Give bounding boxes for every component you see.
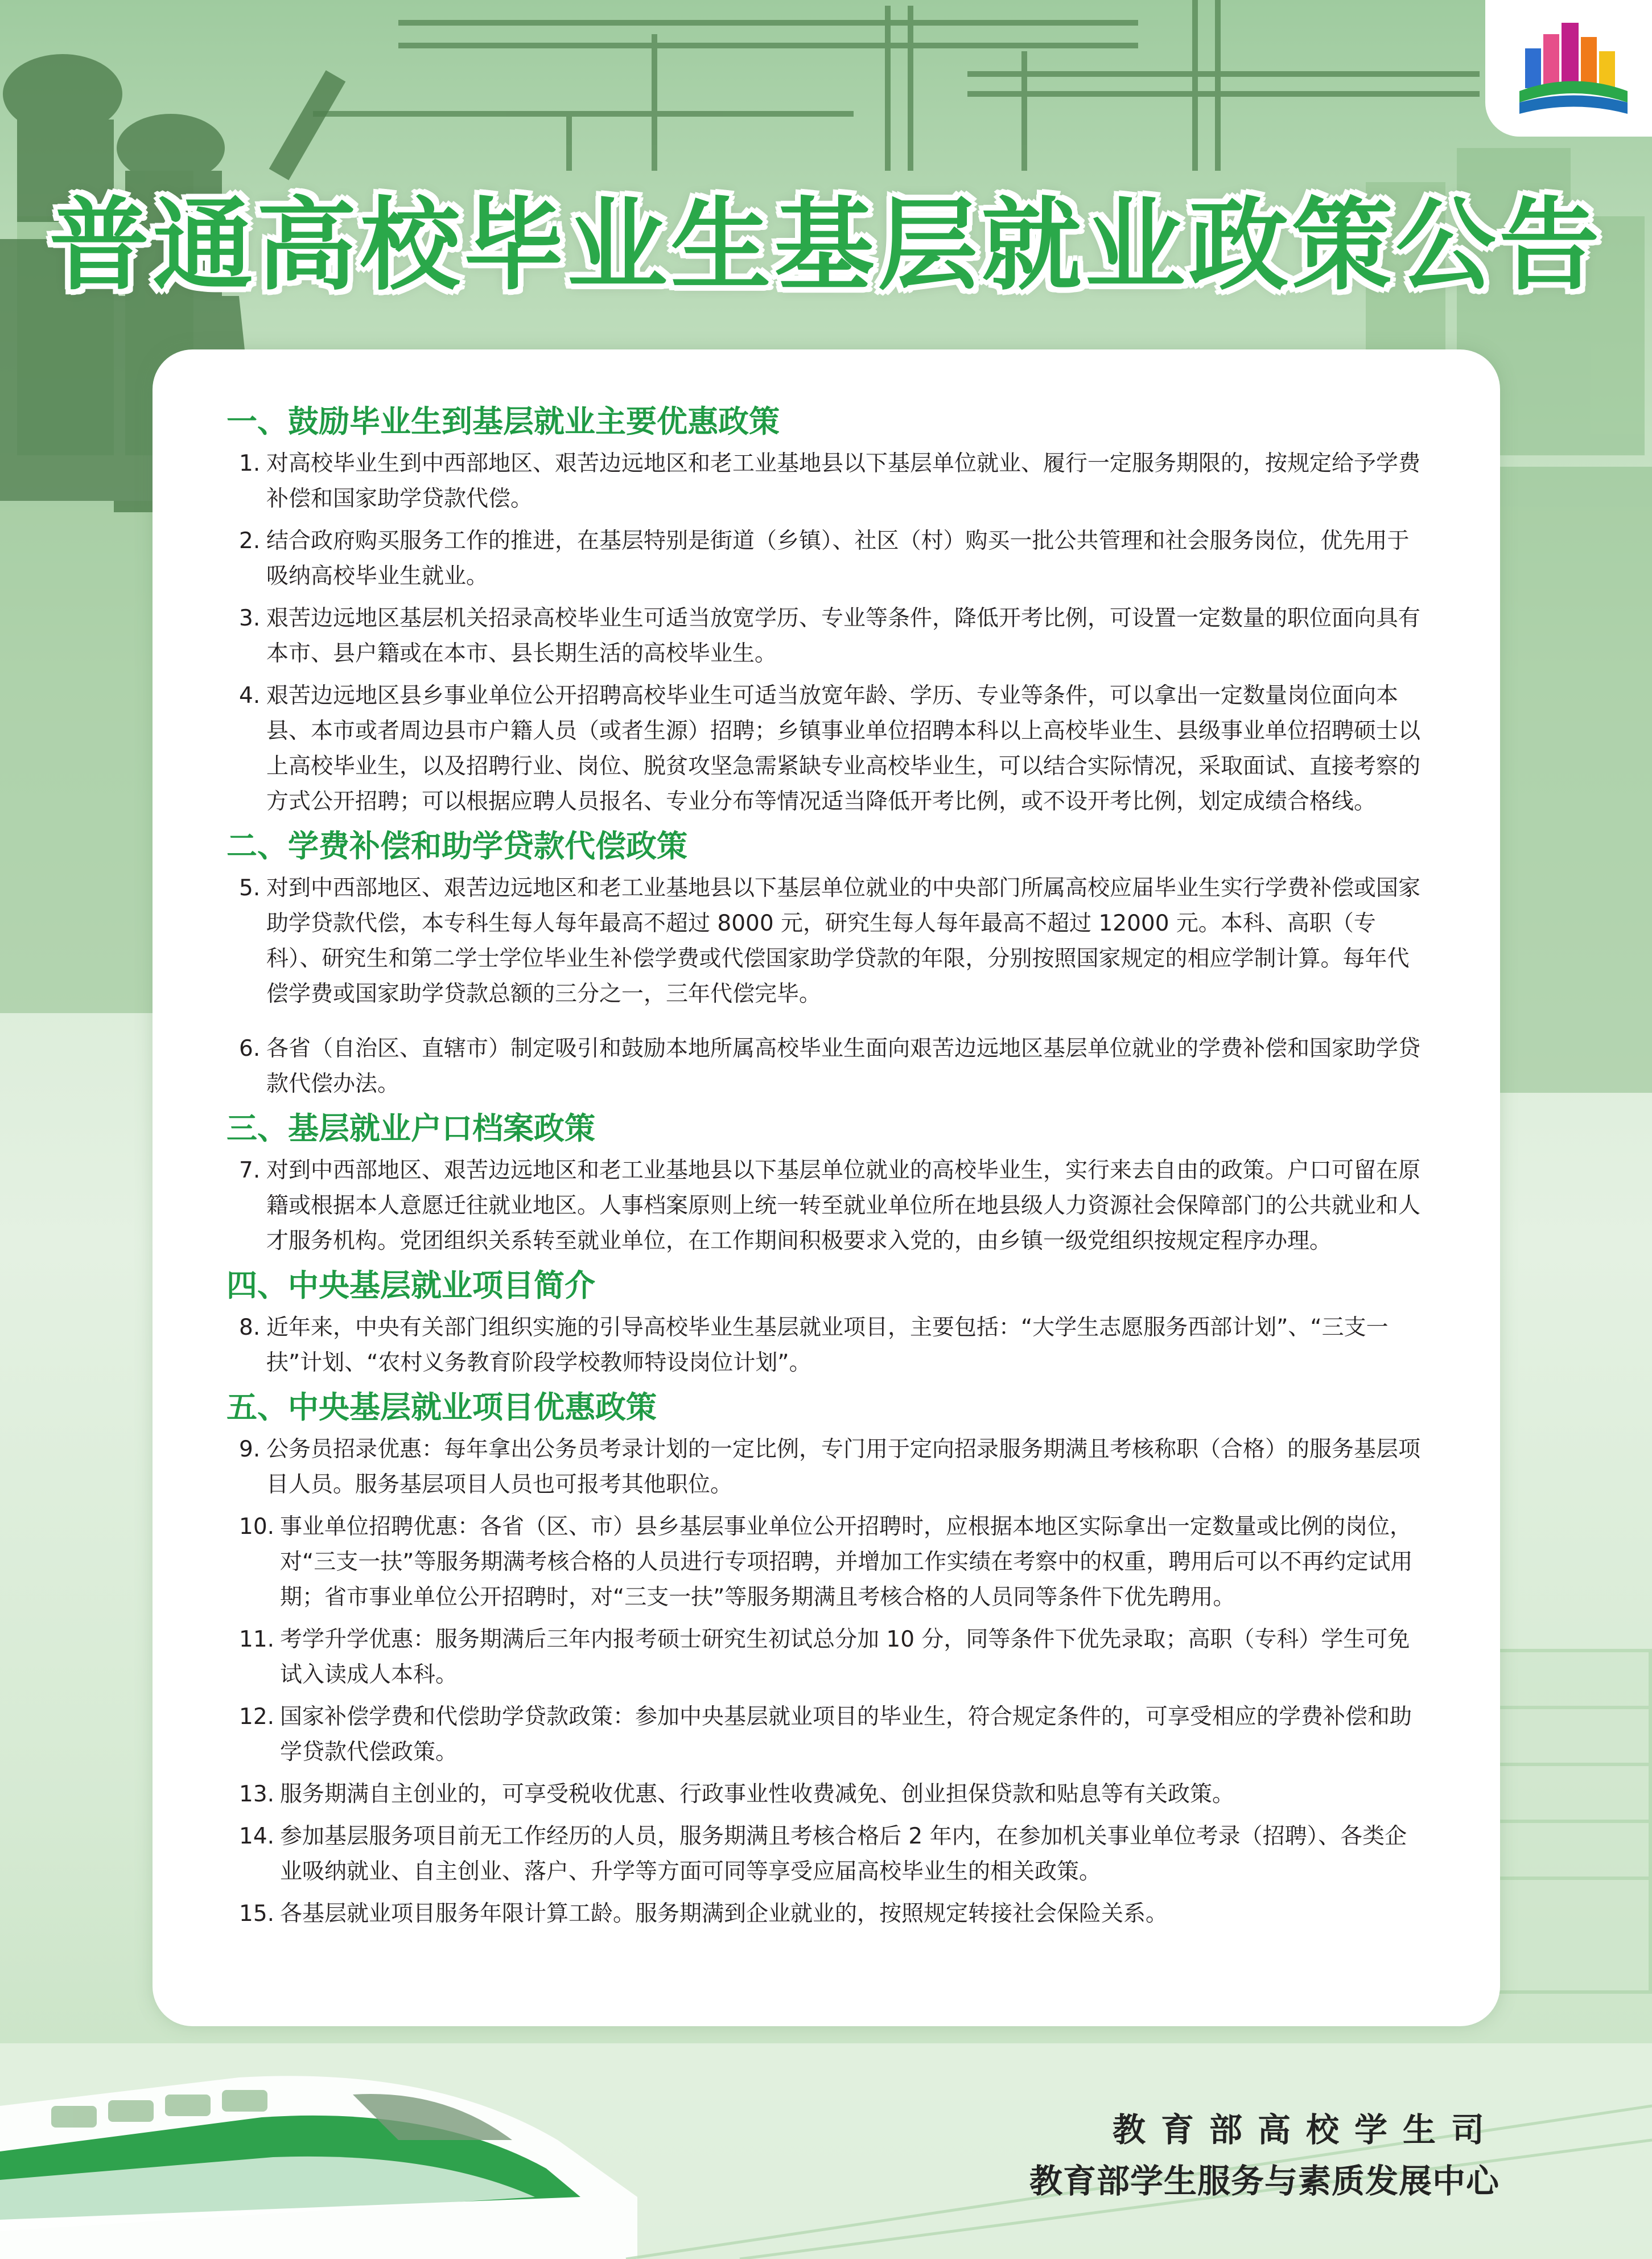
item-number: 10. [239, 1514, 275, 1540]
policy-item-5 [226, 871, 1427, 1012]
policy-item-6 [226, 1031, 1427, 1102]
section-heading: 一、鼓励毕业生到基层就业主要优惠政策 [226, 404, 780, 439]
section-heading: 四、中央基层就业项目简介 [226, 1268, 595, 1303]
item-text: 对高校毕业生到中西部地区、艰苦边远地区和老工业基地县以下基层单位就业、履行一定服务期限的，按规定给予学费补偿和国家助学贷款代偿。 [266, 451, 1421, 512]
item-number: 15. [239, 1901, 275, 1927]
item-number: 7. [239, 1158, 261, 1183]
item-number: 9. [239, 1437, 261, 1462]
section-5 [226, 1388, 1427, 1932]
item-number: 11. [239, 1627, 275, 1652]
policy-list [226, 402, 1427, 1939]
policy-item-15 [226, 1896, 1427, 1932]
logo-badge [1485, 0, 1652, 137]
item-text: 艰苦边远地区基层机关招录高校毕业生可适当放宽学历、专业等条件，降低开考比例，可设置一定数量的职位面向具有本市、县户籍或在本市、县长期生活的高校毕业生。 [266, 606, 1421, 666]
item-text: 对到中西部地区、艰苦边远地区和老工业基地县以下基层单位就业的高校毕业生，实行来去自由的政策。户口可留在原籍或根据本人意愿迁往就业地区。人事档案原则上统一转至就业单位所在地县级人力资源社会保障部门的公共就业和人才服务机构。党团组织关系转至就业单位，在工作期间积极要求入党的，由乡镇一级党组织按规定程序办理。 [266, 1158, 1421, 1254]
policy-item-10 [226, 1509, 1427, 1615]
item-number: 2. [239, 528, 261, 554]
item-number: 14. [239, 1824, 275, 1849]
section-heading: 三、基层就业户口档案政策 [226, 1110, 595, 1146]
item-number: 5. [239, 875, 261, 901]
item-number: 12. [239, 1704, 275, 1730]
policy-item-8 [226, 1310, 1427, 1381]
page-title: 普通高校毕业生基层就业政策公告 [49, 187, 1603, 304]
item-text: 公务员招录优惠：每年拿出公务员考录计划的一定比例，专门用于定向招录服务期满且考核称职（合格）的服务基层项目人员。服务基层项目人员也可报考其他职位。 [266, 1437, 1421, 1497]
policy-item-1 [226, 446, 1427, 517]
item-text: 艰苦边远地区县乡事业单位公开招聘高校毕业生可适当放宽年龄、学历、专业等条件，可以拿出一定数量岗位面向本县、本市或者周边县市户籍人员（或者生源）招聘；乡镇事业单位招聘本科以上高校毕业生、县级事业单位招聘硕士以上高校毕业生，以及招聘行业、岗位、脱贫攻坚急需紧缺专业高校毕业生，可以结合实际情况，采取面试、直接考察的方式公开招聘；可以根据应聘人员报名、专业分布等情况适当降低开考比例，或不设开考比例，划定成绩合格线。 [266, 683, 1421, 814]
section-heading: 五、中央基层就业项目优惠政策 [226, 1389, 657, 1425]
item-text: 参加基层服务项目前无工作经历的人员，服务期满且考核合格后 2 年内，在参加机关事业单位考录（招聘）、各类企业吸纳就业、自主创业、落户、升学等方面可同等享受应届高校毕业生的相关政策。 [280, 1824, 1407, 1884]
item-number: 3. [239, 606, 261, 631]
item-number: 6. [239, 1036, 261, 1061]
item-text: 国家补偿学费和代偿助学贷款政策：参加中央基层就业项目的毕业生，符合规定条件的，可享受相应的学费补偿和助学贷款代偿政策。 [280, 1704, 1412, 1765]
footer-department: 教育部高校学生司 [1112, 2110, 1499, 2149]
policy-item-2 [226, 524, 1427, 594]
city-logo-icon [1519, 17, 1628, 120]
policy-item-14 [226, 1819, 1427, 1890]
footer-center: 教育部学生服务与素质发展中心 [1029, 2162, 1499, 2200]
item-number: 4. [239, 683, 261, 709]
policy-item-4 [226, 678, 1427, 820]
section-heading: 二、学费补偿和助学贷款代偿政策 [226, 828, 687, 864]
policy-item-12 [226, 1700, 1427, 1770]
item-number: 13. [239, 1781, 275, 1807]
section-1 [226, 402, 1427, 820]
item-text: 结合政府购买服务工作的推进，在基层特别是街道（乡镇）、社区（村）购买一批公共管理和社会服务岗位，优先用于吸纳高校毕业生就业。 [266, 528, 1410, 589]
item-text: 各省（自治区、直辖市）制定吸引和鼓励本地所属高校毕业生面向艰苦边远地区基层单位就业的学费补偿和国家助学贷款代偿办法。 [266, 1036, 1421, 1097]
item-number: 1. [239, 451, 261, 476]
item-number: 8. [239, 1315, 261, 1340]
policy-item-3 [226, 601, 1427, 672]
policy-content-card [153, 349, 1500, 2026]
item-text: 服务期满自主创业的，可享受税收优惠、行政事业性收费减免、创业担保贷款和贴息等有关政策。 [280, 1781, 1235, 1807]
item-text: 近年来，中央有关部门组织实施的引导高校毕业生基层就业项目，主要包括：“大学生志愿服务西部计划”、“三支一扶”计划、“农村义务教育阶段学校教师特设岗位计划”。 [266, 1315, 1389, 1376]
section-2 [226, 826, 1427, 1102]
item-text: 对到中西部地区、艰苦边远地区和老工业基地县以下基层单位就业的中央部门所属高校应届毕业生实行学费补偿或国家助学贷款代偿，本专科生每人每年最高不超过 8000 元，研究生每人每年最高不超过 12000 元。本科、高职（专科）、研究生和第二学士学位毕业生补偿学费或代偿国家助学贷款的年限，分别按照国家规定的相应学制计算。每年代偿学费或国家助学贷款总额的三分之一，三年代偿完毕。 [266, 875, 1421, 1007]
policy-item-9 [226, 1432, 1427, 1503]
item-text: 考学升学优惠：服务期满后三年内报考硕士研究生初试总分加 10 分，同等条件下优先录取；高职（专科）学生可免试入读成人本科。 [280, 1627, 1410, 1688]
section-3 [226, 1109, 1427, 1259]
policy-item-7 [226, 1153, 1427, 1259]
item-text: 各基层就业项目服务年限计算工龄。服务期满到企业就业的，按照规定转接社会保险关系。 [280, 1901, 1168, 1927]
item-text: 事业单位招聘优惠：各省（区、市）县乡基层事业单位公开招聘时，应根据本地区实际拿出一定数量或比例的岗位，对“三支一扶”等服务期满考核合格的人员进行专项招聘，并增加工作实绩在考察中的权重，聘用后可以不再约定试用期；省市事业单位公开招聘时，对“三支一扶”等服务期满且考核合格的人员同等条件下优先聘用。 [280, 1514, 1413, 1610]
policy-item-11 [226, 1622, 1427, 1693]
section-4 [226, 1266, 1427, 1381]
policy-item-13 [226, 1777, 1427, 1812]
